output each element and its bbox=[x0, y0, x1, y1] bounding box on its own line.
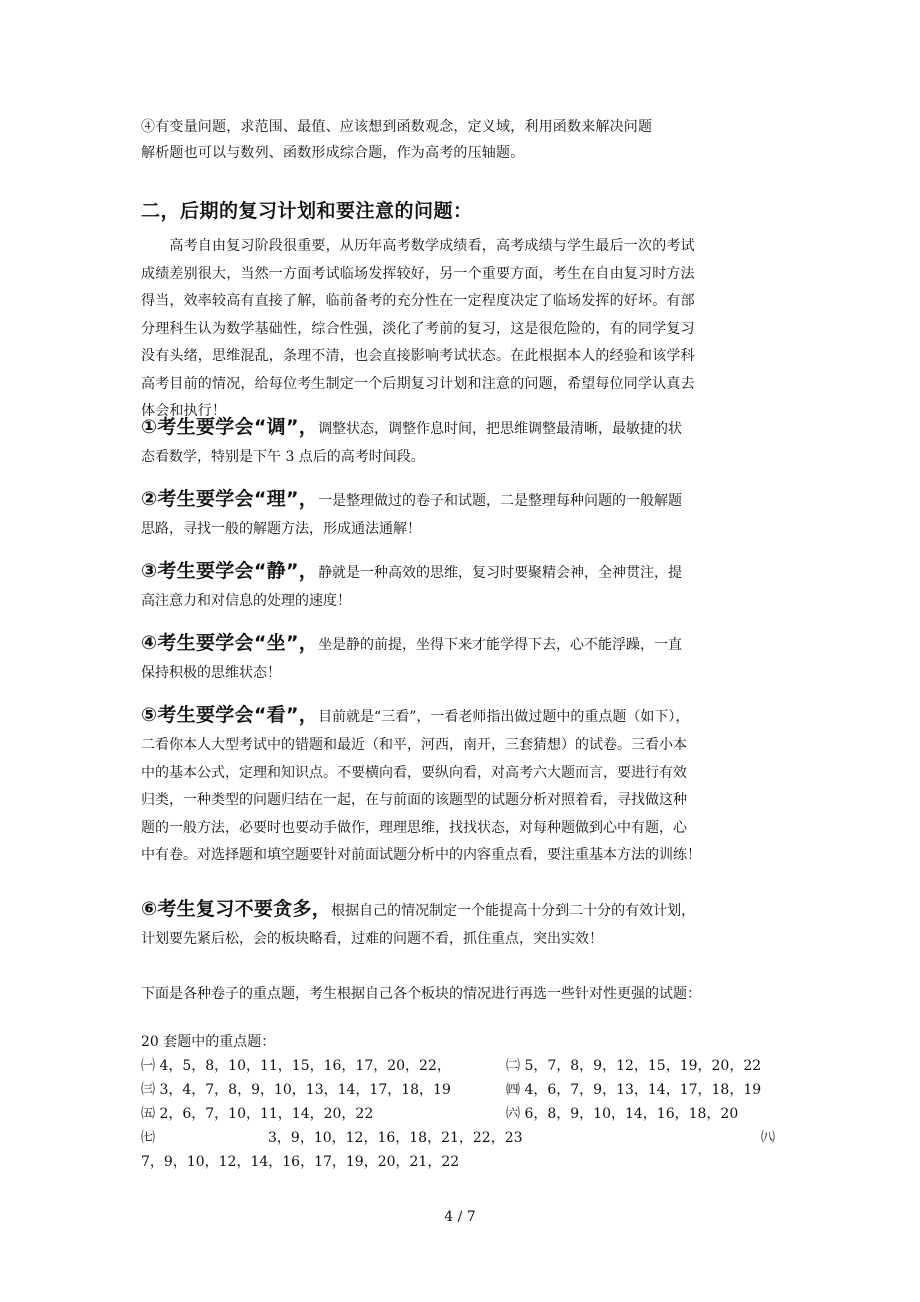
tip-text: 思路，寻找一般的解题方法，形成通法通解！ bbox=[141, 521, 421, 537]
paragraph-line: 高考自由复习阶段很重要，从历年高考数学成绩看，高考成绩与学生最后一次的考试 bbox=[141, 238, 695, 254]
tip-text: 态看数学，特别是下午 3 点后的高考时间段。 bbox=[141, 449, 425, 465]
tip-text: 题的一般方法，必要时也要动手做作，理理思维，找找状态，对每种题做到心中有题，心 bbox=[141, 819, 687, 836]
list-row bbox=[141, 1102, 781, 1126]
intro-paragraph bbox=[141, 233, 781, 426]
list-row bbox=[141, 1078, 781, 1102]
list-item: ㈡ 5，7，8，9，12，15，19，20，22 bbox=[506, 1058, 762, 1074]
list-item: 7，9，10，12，14，16，17，19，20，21，22 bbox=[141, 1154, 460, 1170]
list-item-label: ㈧ bbox=[761, 1130, 775, 1146]
tip-key: ⑥考生复习不要贪多， bbox=[141, 898, 332, 920]
tip-item bbox=[141, 484, 781, 544]
paragraph-line: 分理科生认为数学基础性，综合性强，淡化了考前的复习，这是很危险的，有的同学复习 bbox=[141, 320, 695, 337]
tip-text: 二看你本人大型考试中的错题和最近（和平，河西，南开，三套猜想）的试卷。三看小本 bbox=[141, 737, 687, 753]
tip-text: 高注意力和对信息的处理的速度！ bbox=[141, 593, 351, 609]
list-row bbox=[141, 1150, 781, 1174]
tip-key: ②考生要学会“理”， bbox=[141, 488, 319, 510]
tip-text: 目前就是“三看”，一看老师指出做过题中的重点题（如下）， bbox=[318, 709, 690, 725]
tip-item bbox=[141, 556, 781, 616]
tip-item bbox=[141, 700, 781, 870]
section-heading: 二，后期的复习计划和要注意的问题： bbox=[141, 200, 473, 222]
list-label: 20 套题中的重点题： bbox=[141, 1034, 276, 1050]
page-number: 4 / 7 bbox=[444, 1209, 476, 1225]
tip-key: ④考生要学会“坐”， bbox=[141, 632, 319, 654]
tip-text: 中的基本公式，定理和知识点。不要横向看，要纵向看，对高考六大题而言，要进行有效 bbox=[141, 764, 687, 781]
tip-text: 根据自己的情况制定一个能提高十分到二十分的有效计划， bbox=[331, 903, 696, 919]
list-row bbox=[141, 1054, 781, 1078]
tip-text: 坐是静的前提，坐得下来才能学得下去，心不能浮躁，一直 bbox=[318, 637, 683, 653]
list-item-label: ㈦ bbox=[141, 1130, 155, 1146]
list-item: ㈠ 4，5，8，10，11，15，16，17，20，22， bbox=[141, 1058, 451, 1074]
list-item: ㈢ 3，4，7，8，9，10，13，14，17，18，19 bbox=[141, 1082, 451, 1098]
tip-item bbox=[141, 628, 781, 688]
tip-text: 静就是一种高效的思维，复习时要聚精会神，全神贯注，提 bbox=[318, 565, 683, 581]
tip-item bbox=[141, 894, 781, 954]
list-item: ㈤ 2，6，7，10，11，14，20，22 bbox=[141, 1106, 374, 1122]
tip-item bbox=[141, 412, 781, 472]
tip-text: 保持积极的思维状态！ bbox=[141, 665, 281, 681]
tip-text: 归类，一种类型的问题归结在一起，在与前面的该题型的试题分析对照着看，寻找做这种 bbox=[141, 792, 687, 808]
note-line: 下面是各种卷子的重点题，考生根据自己各个板块的情况进行再选一些针对性更强的试题： bbox=[141, 986, 701, 1002]
tip-text: 调整状态，调整作息时间，把思维调整最清晰，最敏捷的状 bbox=[318, 421, 683, 437]
list-item: 3，9，10，12，16，18，21，22，23 bbox=[268, 1130, 523, 1146]
key-questions-list bbox=[141, 1030, 781, 1174]
list-item: ㈥ 6，8，9，10，14，16，18，20 bbox=[506, 1106, 739, 1122]
tip-key: ①考生要学会“调”， bbox=[141, 416, 319, 438]
tip-text: 计划要先紧后松，会的板块略看，过难的问题不看，抓住重点，突出实效！ bbox=[141, 931, 603, 947]
tip-text: 中有卷。对选择题和填空题要针对前面试题分析中的内容重点看，要注重基本方法的训练！ bbox=[141, 847, 701, 863]
tip-text: 一是整理做过的卷子和试题，二是整理每种问题的一般解题 bbox=[318, 493, 683, 509]
tip-key: ⑤考生要学会“看”， bbox=[141, 704, 319, 726]
paragraph-line: 体会和执行！ bbox=[141, 403, 227, 419]
list-item: ㈣ 4，6，7，9，13，14，17，18，19 bbox=[506, 1082, 762, 1098]
list-row bbox=[141, 1126, 781, 1150]
intro-block bbox=[141, 114, 781, 166]
paragraph-line: 得当，效率较高有直接了解，临前备考的充分性在一定程度决定了临场发挥的好坏。有部 bbox=[141, 293, 695, 309]
paragraph-line: 成绩差别很大，当然一方面考试临场发挥较好，另一个重要方面，考生在自由复习时方法 bbox=[141, 265, 695, 282]
intro-line: ④有变量问题，求范围、最值、应该想到函数观念，定义域，利用函数来解决问题 bbox=[141, 119, 653, 135]
tip-key: ③考生要学会“静”， bbox=[141, 560, 319, 582]
intro-line: 解析题也可以与数列、函数形成综合题，作为高考的压轴题。 bbox=[141, 145, 525, 161]
paragraph-line: 没有头绪，思维混乱，条理不清，也会直接影响考试状态。在此根据本人的经验和该学科 bbox=[141, 348, 695, 364]
paragraph-line: 高考目前的情况，给每位考生制定一个后期复习计划和注意的问题，希望每位同学认真去 bbox=[141, 375, 695, 392]
